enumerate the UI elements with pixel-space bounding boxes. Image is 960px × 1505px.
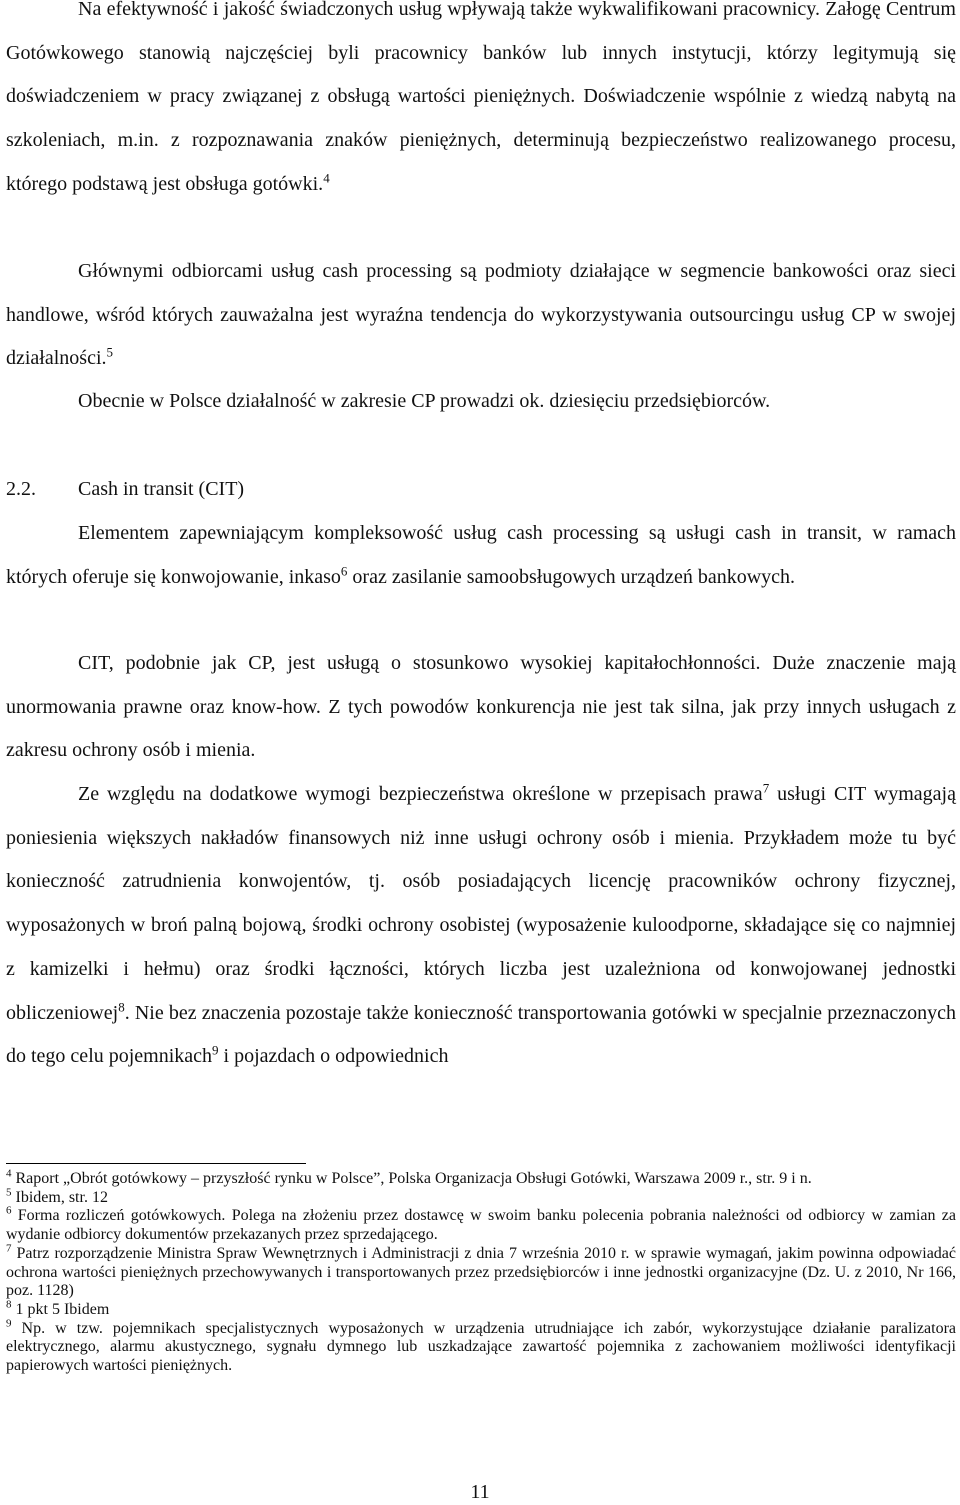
footnote-ref: 8	[118, 998, 125, 1014]
footnote-number: 5	[6, 1186, 12, 1199]
footnote-number: 4	[6, 1167, 12, 1180]
footnote-number: 9	[6, 1317, 12, 1330]
footnote	[6, 1242, 956, 1301]
paragraph-text: oraz zasilanie samoobsługowych urządzeń bankowych.	[347, 565, 796, 588]
footnote-ref: 6	[340, 563, 348, 579]
footnote-separator	[6, 1163, 306, 1164]
paragraph-text: Ze względu na dodatkowe wymogi bezpieczeństwa określone w przepisach prawa	[78, 783, 763, 805]
footnote-ref: 9	[212, 1042, 219, 1058]
section-heading	[6, 468, 956, 511]
paragraph-text: i pojazdach o odpowiednich	[218, 1045, 449, 1068]
paragraph-text: CIT, podobnie jak CP, jest usługą o stosunkowo wysokiej kapitałochłonności. Duże znaczenie mają unormowania prawne oraz know-how. Z tych powodów konkurencja nie jest tak silna, jak przy innych usługach z zakresu ochrony osób i mienia.	[6, 652, 956, 762]
paragraph-text: Elementem zapewniającym kompleksowość usług cash processing są usługi cash in transit, w ramach których oferuje się konwojowanie, inkaso	[6, 522, 956, 588]
footnote	[6, 1317, 956, 1376]
footnote	[6, 1298, 956, 1320]
footnote-ref: 4	[323, 170, 330, 186]
footnote-text: Np. w tzw. pojemnikach specjalistycznych wyposażonych w urządzenia utrudniające ich zabór, wykorzystujące działanie paralizatora elektrycznego, alarmu akustycznego, sygnału dymnego lub uszkadzające zawartość pojemnika z zachowaniem możliwości identyfikacji papierowych wartości pieniężnych.	[6, 1319, 956, 1375]
footnotes	[6, 1167, 956, 1376]
footnote	[6, 1167, 956, 1189]
paragraph-cit-intro	[6, 512, 956, 599]
page-number: 11	[470, 1481, 490, 1503]
paragraph-text: usługi CIT wymagają poniesienia większych nakładów finansowych niż inne usługi ochrony osób i mienia. Przykładem może tu być konieczność zatrudnienia konwojentów, tj. osób posiadających licencję pracowników ochrony fizycznej, wyposażonych w broń palną bojową, środki ochrony osobistej (wyposażenie kuloodporne, składające się co najmniej z kamizelki i hełmu) oraz środki łączności, których liczba jest uzależniona od konwojowanej jednostki obliczeniowej	[6, 783, 956, 1024]
section-title: Cash in transit (CIT)	[78, 478, 245, 500]
footnote-number: 6	[6, 1205, 12, 1218]
paragraph-recipients	[6, 250, 956, 381]
footnote	[6, 1207, 956, 1244]
footnote	[6, 1186, 956, 1208]
paragraph-text: Obecnie w Polsce działalność w zakresie CP prowadzi ok. dziesięciu przedsiębiorców.	[78, 390, 771, 412]
paragraph-cit-requirements	[6, 773, 956, 1079]
paragraph-text: Głównymi odbiorcami usług cash processing są podmioty działające w segmencie bankowości oraz sieci handlowe, wśród których zauważalna jest wyraźna tendencja do wykorzystywania outsourcingu usług CP w swojej działalności.	[6, 260, 956, 370]
footnote-number: 7	[6, 1242, 12, 1255]
paragraph-staff	[6, 0, 956, 207]
footnote-ref: 7	[762, 780, 770, 796]
footnote-text: Raport „Obrót gotówkowy – przyszłość rynku w Polsce”, Polska Organizacja Obsługi Gotówki, Warszawa 2009 r., str. 9 i n.	[11, 1170, 812, 1187]
paragraph-market	[6, 380, 956, 424]
paragraph-text: Na efektywność i jakość świadczonych usług wpływają także wykwalifikowani pracownicy. Załogę Centrum Gotówkowego stanowią najczęściej byli pracownicy banków lub innych instytucji, którzy legitymują się doświadczeniem w pracy związanej z obsługą wartości pieniężnych. Doświadczenie wspólnie z wiedzą nabytą na szkoleniach, m.in. z rozpoznawania znaków pieniężnych, determinują bezpieczeństwo realizowanego procesu, którego podstawą jest obsługa gotówki.	[6, 0, 956, 195]
footnote-text: 1 pkt 5 Ibidem	[11, 1300, 110, 1318]
section-number: 2.2.	[6, 478, 36, 500]
paragraph-text: . Nie bez znaczenia pozostaje także konieczność transportowania gotówki w specjalnie przeznaczonych do tego celu pojemnikach	[6, 1001, 956, 1068]
footnote-text: Forma rozliczeń gotówkowych. Polega na złożeniu przez dostawcę w swoim banku polecenia pobrania należności od odbiorcy w zamian za wydanie odbiorcy dokumentów przekazanych przez sprzedającego.	[6, 1207, 956, 1244]
footnote-text: Ibidem, str. 12	[11, 1188, 108, 1206]
paragraph-cit-capital	[6, 642, 956, 773]
footnote-number: 8	[6, 1298, 12, 1311]
footnote-ref: 5	[106, 344, 114, 360]
footnote-text: Patrz rozporządzenie Ministra Spraw Wewnętrznych i Administracji z dnia 7 września 2010 r. w sprawie wymagań, jakim powinna odpowiadać ochrona wartości pieniężnych przechowywanych i transportowanych przez przedsiębiorców i inne jednostki organizacyjne (Dz. U. z 2010, Nr 166, poz. 1128)	[6, 1244, 956, 1300]
